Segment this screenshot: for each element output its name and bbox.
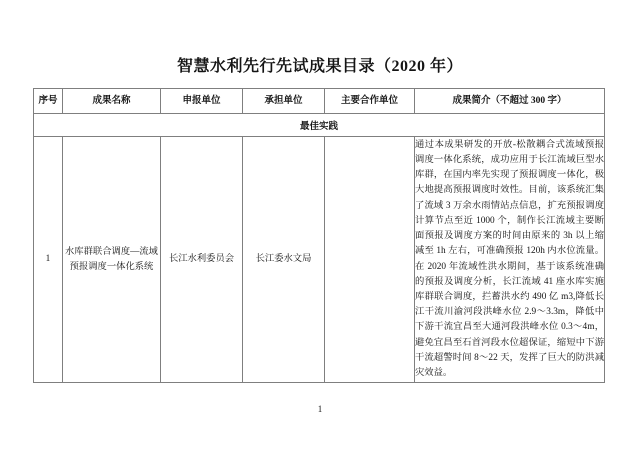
cell-cooperation-unit [325, 137, 415, 383]
col-header-undertaking-unit: 承担单位 [243, 89, 325, 114]
cell-summary: 通过本成果研发的开放-松散耦合式流域预报调度一体化系统，成功应用于长江流域巨型水库群，在国内率先实现了预报调度一体化，极大地提高预报调度时效性。目前，该系统汇集了流域 3 万余水雨情站点信息，扩充预报调度计算节点至近 1000 个，制作长江流域主要断面预报及调度方案的时间由原来的 3h 以上缩减至 1h 左右，可准确预报 120h 内水位流量。在 2020 年流域性洪水期间，基于该系统准确的预报及调度分析，长江流域 41 座水库实施库群联合调度，拦蓄洪水约 490 亿 m3,降低长江干流川渝河段洪峰水位 2.9～3.3m，降低中下游干流宜昌至大通河段洪峰水位 0.3～4m，避免宜昌至石首河段水位超保证，缩短中下游干流超警时间 8～22 天，发挥了巨大的防洪减灾效益。 [415, 137, 605, 383]
cell-index: 1 [34, 137, 63, 383]
results-table [33, 88, 605, 383]
cell-declaring-unit: 长江水利委员会 [161, 137, 243, 383]
section-row-best-practice [34, 114, 605, 137]
col-header-summary: 成果简介（不超过 300 字） [415, 89, 605, 114]
cell-undertaking-unit: 长江委水文局 [243, 137, 325, 383]
section-label: 最佳实践 [34, 114, 605, 137]
col-header-achievement-name: 成果名称 [63, 89, 161, 114]
table-row [34, 137, 605, 383]
cell-achievement-name: 水库群联合调度—流域预报调度一体化系统 [63, 137, 161, 383]
col-header-declaring-unit: 申报单位 [161, 89, 243, 114]
table-header-row [34, 89, 605, 114]
col-header-index: 序号 [34, 89, 63, 114]
page-title: 智慧水利先行先试成果目录（2020 年） [176, 58, 463, 75]
page-number: 1 [317, 404, 323, 414]
col-header-cooperation-unit: 主要合作单位 [325, 89, 415, 114]
